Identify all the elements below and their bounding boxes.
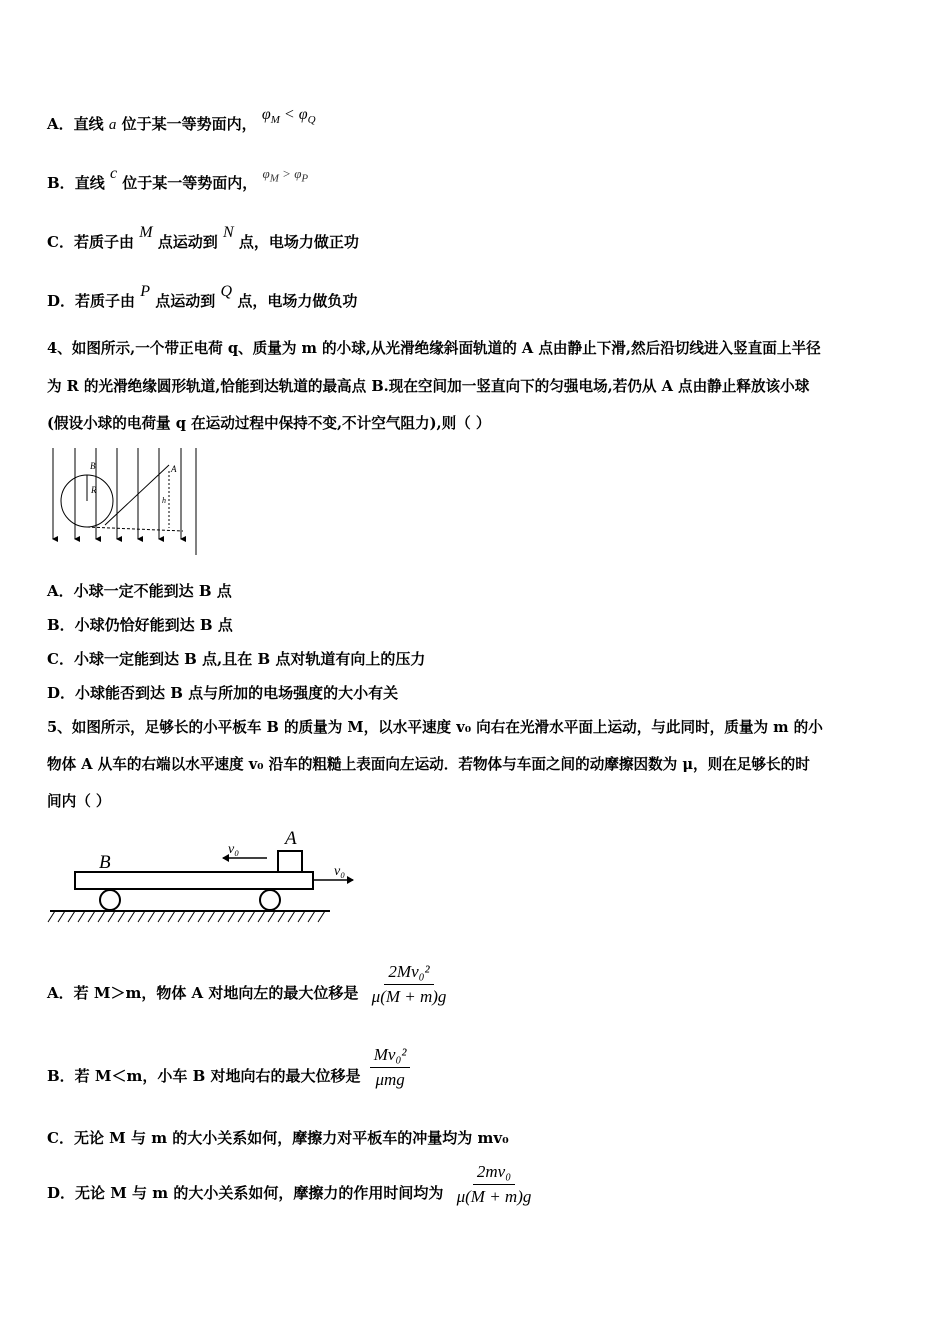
q5-option-a: A．若 M＞m，物体 A 对地向左的最大位移是 $\frac{\text{2Mv₀²}}{\mu(M + m)g}$	[47, 962, 450, 1007]
q3-option-c: C．若质子由 M 点运动到 N 点，电场力做正功	[47, 224, 359, 251]
q5-stem-line1: 5、如图所示，足够长的小平板车 B 的质量为 M，以水平速度 v₀ 向右在光滑水平面上运动，与此同时，质量为 m 的小	[47, 719, 823, 736]
q4-figure	[45, 443, 205, 558]
label-a: A	[171, 464, 177, 474]
q4-option-a: A．小球一定不能到达 B 点	[47, 582, 232, 600]
label-r: R	[91, 485, 97, 495]
q4-option-d: D．小球能否到达 B 点与所加的电场强度的大小有关	[47, 684, 399, 702]
q3-option-d: D．若质子由 P 点运动到 Q 点，电场力做负功	[47, 283, 358, 310]
fraction: $\frac{\text{2Mv₀²}}{\mu(M + m)g}$	[371, 962, 447, 1006]
q4-stem-line1: 4、如图所示,一个带正电荷 q、质量为 m 的小球,从光滑绝缘斜面轨道的 A 点由静止下滑,然后沿切线进入竖直面上半径	[47, 340, 821, 357]
q5-figure	[45, 825, 365, 930]
label-v-right: v₀	[334, 864, 346, 879]
q5-stem-line3: 间内（ ）	[47, 793, 111, 810]
label-b: B	[99, 852, 111, 873]
q4-stem-line3: (假设小球的电荷量 q 在运动过程中保持不变,不计空气阻力),则（ ）	[47, 415, 491, 432]
q5-option-d: D．无论 M 与 m 的大小关系如何，摩擦力的作用时间均为 $\frac{\text{2mv₀}}{\mu(M + m)g}$	[47, 1162, 535, 1207]
q5-stem-line2: 物体 A 从车的右端以水平速度 v₀ 沿车的粗糙上表面向左运动．若物体与车面之间的动摩擦因数为 μ，则在足够长的时	[47, 756, 810, 773]
fraction: $\frac{\text{2mv₀}}{\mu(M + m)g}$	[456, 1162, 532, 1206]
label-h: h	[162, 496, 166, 505]
fraction: $\frac{\text{Mv₀²}}{\text{μmg}}$	[370, 1045, 411, 1090]
label-v-left: v₀	[228, 842, 240, 857]
label-a: A	[285, 828, 297, 849]
q4-option-c: C．小球一定能到达 B 点,且在 B 点对轨道有向上的压力	[47, 650, 426, 668]
q5-option-c: C．无论 M 与 m 的大小关系如何，摩擦力对平板车的冲量均为 mv₀	[47, 1129, 509, 1147]
q3-option-b: B．直线 c 位于某一等势面内， $\varphi_M > \varphi_P$	[47, 165, 309, 192]
q5-option-b: B．若 M＜m，小车 B 对地向右的最大位移是 $\frac{\text{Mv₀²}}{\text{μmg}}$	[47, 1045, 410, 1090]
q4-stem-line2: 为 R 的光滑绝缘圆形轨道,恰能到达轨道的最高点 B.现在空间加一竖直向下的匀强电场,若仍从 A 点由静止释放该小球	[47, 378, 810, 395]
label-b: B	[90, 461, 96, 471]
q3-option-a: A．直线 a 位于某一等势面内， $\varphi_M < \varphi_Q$	[47, 106, 316, 133]
q4-option-b: B．小球仍恰好能到达 B 点	[47, 616, 233, 634]
